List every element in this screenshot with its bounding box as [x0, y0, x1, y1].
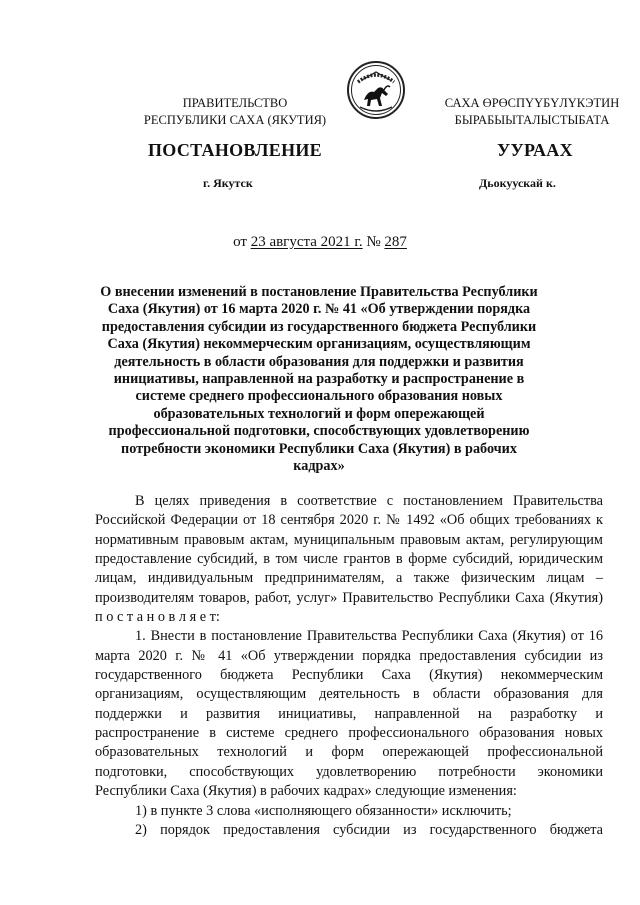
- coat-of-arms-icon: [346, 60, 406, 120]
- doc-type-yakut: УУРААХ: [497, 140, 573, 160]
- issuer-yakut-line-2: БЫРАБЫЫТАЛЫСТЫБАТА: [454, 113, 610, 127]
- subitem-2-paragraph: 2) порядок предоставления субсидии из государственного бюджета: [135, 821, 603, 838]
- issuer-line-1: ПРАВИТЕЛЬСТВО: [182, 96, 288, 110]
- resolves-text: п о с т а н о в л я е т:: [95, 609, 220, 626]
- document-date: 23 августа 2021 г.: [250, 234, 363, 250]
- date-and-number: [0, 234, 640, 251]
- issuer-line-2: РЕСПУБЛИКИ САХА (ЯКУТИЯ): [143, 113, 327, 127]
- document-number: 287: [384, 234, 407, 250]
- number-sign: №: [366, 234, 381, 250]
- city-russian: г. Якутск: [203, 176, 253, 190]
- issuer-name-russian: [120, 95, 350, 129]
- subitem-1-paragraph: 1) в пункте 3 слова «исполняющего обязанности» исключить;: [135, 802, 512, 819]
- date-prefix: от: [233, 234, 247, 250]
- city-yakut: Дьокуускай к.: [479, 176, 556, 190]
- preamble-text: В целях приведения в соответствие с постановлением Правительства Российской Федерации от 18 сентября 2020 г. № 1492 «Об общих требованиях к нормативным правовым актам, муниципальным правовым актам, регулирующим предоставление субсидий, в том числе грантов в форме субсидий, юридическим лицам, индивидуальным предпринимателям, а также физическим лицам – производителям товаров, работ, услуг» Правительство Республики Саха (Якутия): [95, 493, 603, 606]
- issuer-yakut-line-1: САХА ӨРӨСПҮҮБҮЛҮКЭТИН: [444, 96, 620, 110]
- issuer-name-yakut: [432, 95, 632, 129]
- preamble-paragraph: [95, 492, 603, 627]
- document-title: О внесении изменений в постановление Правительства Республики Саха (Якутия) от 16 марта 2020 г. № 41 «Об утверждении порядка предоставления субсидии из государственного бюджета Республики Саха (Якутия) некоммерческим организациям, осуществляющим деятельность в области образования для поддержки и развития инициативы, направленной на разработку и распространение в системе среднего профессионального образования новых образовательных технологий и форм опережающей профессиональной подготовки, способствующих удовлетворению потребности экономики Республики Саха (Якутия) в рабочих кадрах»: [100, 284, 538, 475]
- document-body: [95, 492, 603, 840]
- item-1-paragraph: 1. Внести в постановление Правительства Республики Саха (Якутия) от 16 марта 2020 г. № 41 «Об утверждении порядка предоставления субсидии из государственного бюджета Республики Саха (Якутия) некоммерческим организациям, осуществляющим деятельность в области образования для поддержки и развития инициативы, направленной на разработку и распространение в системе среднего профессионального образования новых образовательных технологий и форм опережающей профессиональной подготовки, способствующих удовлетворению потребности экономики Республики Саха (Якутия) в рабочих кадрах» следующие изменения:: [95, 628, 603, 800]
- doc-type-russian: ПОСТАНОВЛЕНИЕ: [148, 140, 322, 160]
